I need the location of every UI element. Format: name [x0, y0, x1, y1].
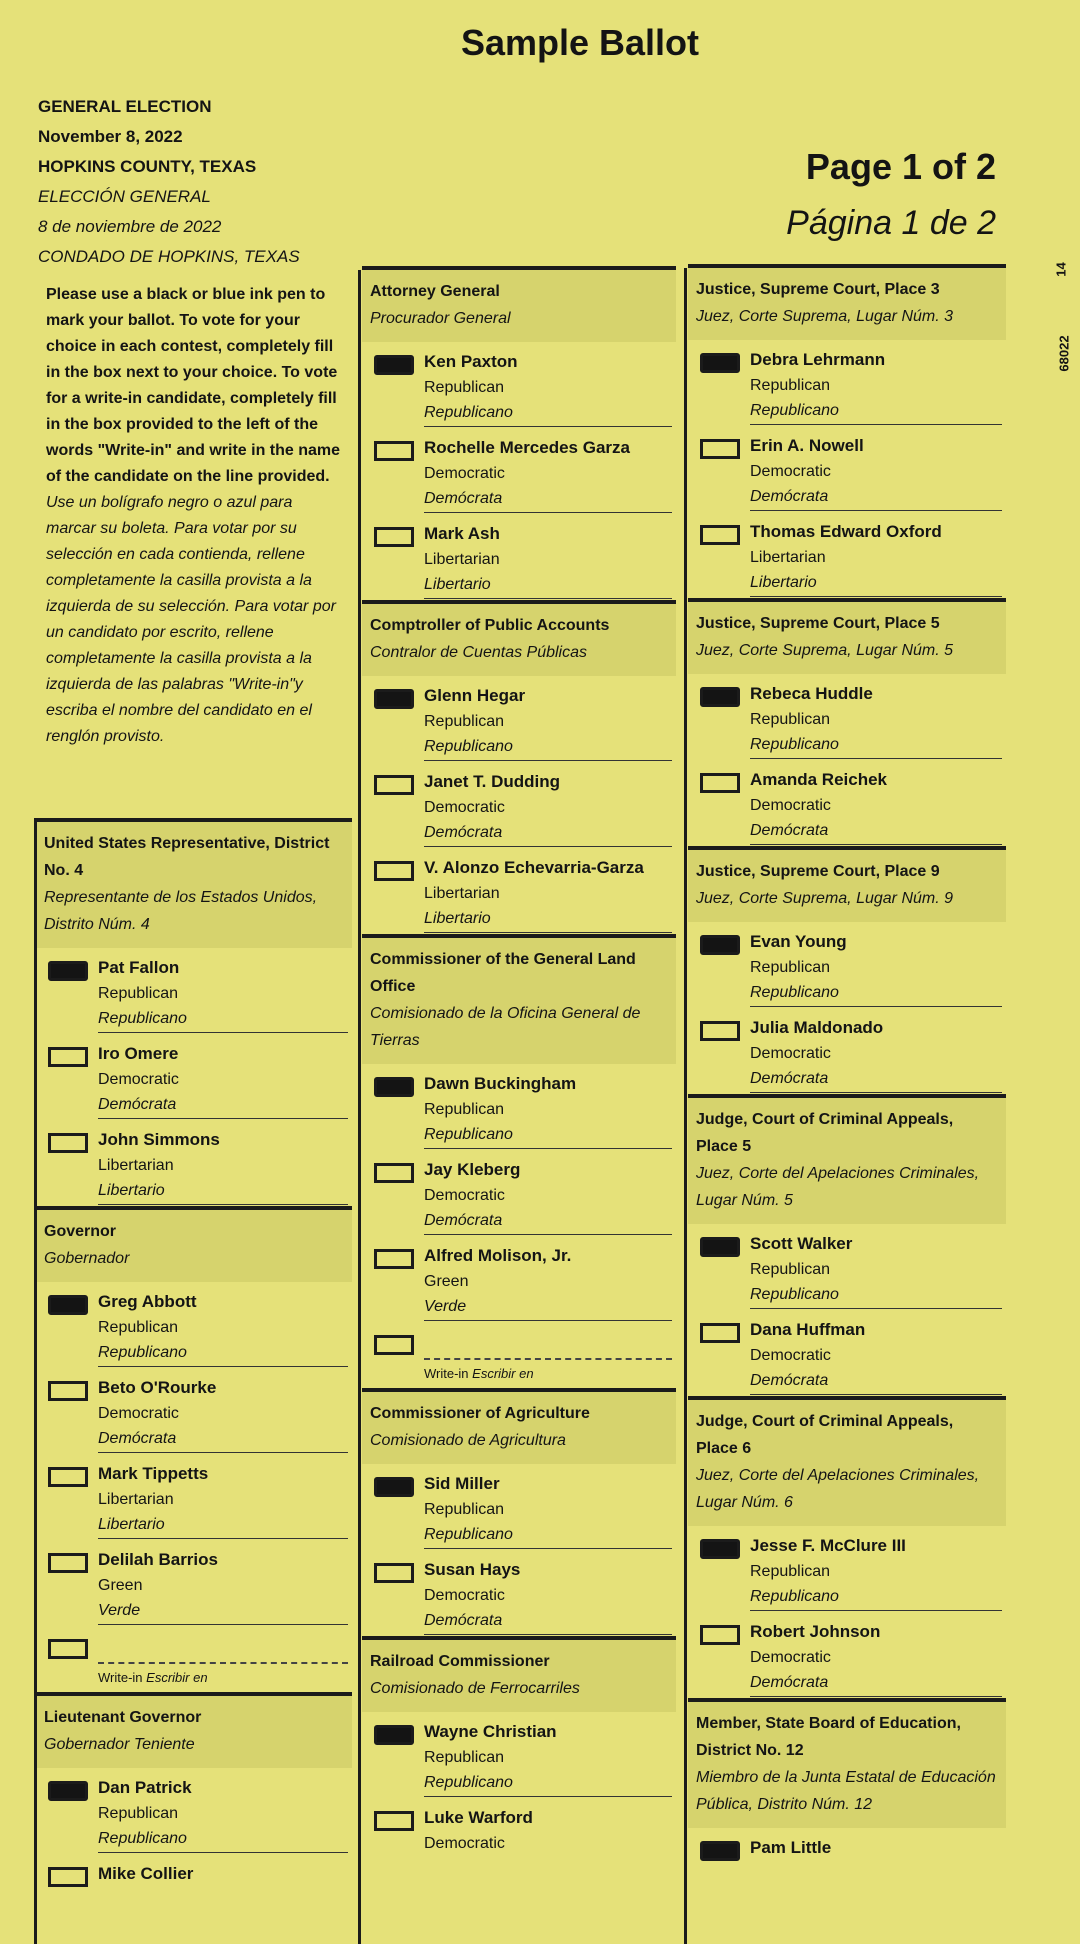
- candidate-party-spanish: Republicano: [750, 402, 839, 419]
- candidate-party-spanish: Demócrata: [750, 488, 829, 505]
- candidate-row: [688, 1526, 1006, 1612]
- contest: [36, 1692, 352, 1940]
- candidate-row: [688, 1008, 1006, 1094]
- side-code-top: 14: [1053, 262, 1069, 277]
- contest-title-english: Commissioner of Agriculture: [370, 1405, 590, 1422]
- candidate-party-spanish: Demócrata: [98, 1096, 177, 1113]
- candidate-row: [362, 1236, 676, 1322]
- candidate-underline: [98, 1624, 348, 1625]
- candidate-underline: [98, 1852, 348, 1853]
- filled-vote-box[interactable]: [700, 1237, 740, 1257]
- candidate-underline: [424, 512, 672, 513]
- candidate-name: Glenn Hegar: [424, 686, 526, 705]
- contest: [362, 266, 676, 600]
- vote-box[interactable]: [374, 527, 414, 547]
- candidate-underline: [750, 1092, 1002, 1093]
- candidate-name: Amanda Reichek: [750, 770, 887, 789]
- candidate-underline: [424, 1320, 672, 1321]
- write-in-box[interactable]: [374, 1335, 414, 1355]
- contest: [688, 264, 1006, 598]
- candidate-party: Democratic: [98, 1071, 179, 1088]
- candidate-underline: [750, 1610, 1002, 1611]
- candidate-underline: [750, 1696, 1002, 1697]
- filled-vote-box[interactable]: [700, 935, 740, 955]
- candidate-underline: [424, 1148, 672, 1149]
- candidate-underline: [424, 1634, 672, 1635]
- contest-title-english: Lieutenant Governor: [44, 1709, 202, 1726]
- candidate-party-spanish: Libertario: [98, 1516, 165, 1533]
- candidate-name: Evan Young: [750, 932, 847, 951]
- vote-box[interactable]: [700, 1323, 740, 1343]
- candidate-underline: [750, 758, 1002, 759]
- candidate-party: Libertarian: [750, 549, 826, 566]
- write-in-line[interactable]: [98, 1662, 348, 1664]
- candidate-party: Republican: [424, 1501, 505, 1518]
- candidate-name: Mark Tippetts: [98, 1464, 209, 1483]
- header-line: CONDADO DE HOPKINS, TEXAS: [38, 247, 300, 266]
- candidate-underline: [750, 424, 1002, 425]
- candidate-party-spanish: Republicano: [424, 1774, 513, 1791]
- contest-title-english: Judge, Court of Criminal Appeals, Place 6: [696, 1413, 954, 1457]
- candidate-name: Erin A. Nowell: [750, 436, 864, 455]
- candidate-underline: [98, 1118, 348, 1119]
- candidate-row: [362, 342, 676, 428]
- candidate-party-spanish: Verde: [424, 1298, 467, 1315]
- candidate-underline: [98, 1538, 348, 1539]
- write-in-box[interactable]: [48, 1639, 88, 1659]
- candidate-party-spanish: Libertario: [424, 910, 491, 927]
- candidate-underline: [750, 510, 1002, 511]
- side-code-id: 68022: [1056, 335, 1072, 372]
- candidate-name: Susan Hays: [424, 1560, 521, 1579]
- contest-title-spanish: Miembro de la Junta Estatal de Educación Pública, Distrito Núm. 12: [696, 1769, 996, 1813]
- contest-title: [688, 1400, 1006, 1526]
- contest-title-spanish: Procurador General: [370, 310, 511, 327]
- filled-vote-box[interactable]: [48, 1295, 88, 1315]
- candidate-party-spanish: Demócrata: [424, 490, 503, 507]
- write-in-label: [98, 1670, 208, 1685]
- candidate-row: [362, 1712, 676, 1798]
- candidate-party: Green: [98, 1577, 143, 1594]
- candidate-name: Luke Warford: [424, 1808, 533, 1827]
- candidate-party-spanish: Demócrata: [98, 1430, 177, 1447]
- candidate-name: Robert Johnson: [750, 1622, 881, 1641]
- candidate-underline: [98, 1204, 348, 1205]
- vote-box[interactable]: [374, 1563, 414, 1583]
- candidate-row: [688, 1612, 1006, 1698]
- candidate-row: [688, 674, 1006, 760]
- candidate-party: Republican: [750, 1261, 831, 1278]
- contest: [36, 818, 352, 1206]
- contest-title-spanish: Juez, Corte Suprema, Lugar Núm. 9: [696, 890, 954, 907]
- header-line: ELECCIÓN GENERAL: [38, 187, 211, 206]
- candidate-underline: [750, 1308, 1002, 1309]
- candidate-party-spanish: Republicano: [424, 738, 513, 755]
- candidate-row: [688, 1224, 1006, 1310]
- candidate-party: Democratic: [424, 465, 505, 482]
- candidate-underline: [424, 846, 672, 847]
- filled-vote-box[interactable]: [374, 689, 414, 709]
- candidate-underline: [424, 760, 672, 761]
- filled-vote-box[interactable]: [700, 353, 740, 373]
- candidate-row: [688, 760, 1006, 846]
- candidate-underline: [98, 1366, 348, 1367]
- candidate-party: Democratic: [750, 1045, 831, 1062]
- ballot-column-3: [688, 264, 1006, 1914]
- candidate-underline: [98, 1032, 348, 1033]
- candidate-underline: [424, 426, 672, 427]
- candidate-name: Ken Paxton: [424, 352, 518, 371]
- candidate-party-spanish: Demócrata: [750, 1070, 829, 1087]
- column-divider: [34, 818, 37, 1944]
- contest: [36, 1206, 352, 1692]
- candidate-row: [688, 922, 1006, 1008]
- candidate-row: [36, 1282, 352, 1368]
- contest: [688, 1396, 1006, 1698]
- header-line: GENERAL ELECTION: [38, 97, 212, 116]
- contest-title-english: Commissioner of the General Land Office: [370, 951, 636, 995]
- contest-title: [688, 602, 1006, 674]
- vote-box[interactable]: [48, 1867, 88, 1887]
- candidate-underline: [424, 1796, 672, 1797]
- candidate-party-spanish: Republicano: [424, 1526, 513, 1543]
- column-divider: [358, 270, 361, 1944]
- candidate-party: Democratic: [750, 1347, 831, 1364]
- contest-title-spanish: Juez, Corte Suprema, Lugar Núm. 3: [696, 308, 954, 325]
- contest-title: [362, 1640, 676, 1712]
- candidate-underline: [424, 598, 672, 599]
- candidate-underline: [424, 932, 672, 933]
- candidate-party-spanish: Demócrata: [750, 822, 829, 839]
- candidate-party: Republican: [750, 377, 831, 394]
- contest-title-english: Member, State Board of Education, District No. 12: [696, 1715, 961, 1759]
- candidate-party: Democratic: [750, 463, 831, 480]
- candidate-row: [362, 762, 676, 848]
- candidate-name: Scott Walker: [750, 1234, 853, 1253]
- contest-title: [362, 938, 676, 1064]
- write-in-label-english: Write-in: [98, 1670, 143, 1685]
- write-in-label: [424, 1366, 534, 1381]
- header-line: HOPKINS COUNTY, TEXAS: [38, 157, 257, 176]
- contest-title: [36, 1210, 352, 1282]
- vote-box[interactable]: [48, 1553, 88, 1573]
- header-line: November 8, 2022: [38, 127, 183, 146]
- contest-title-english: Judge, Court of Criminal Appeals, Place 5: [696, 1111, 954, 1155]
- contest-title-english: Governor: [44, 1223, 117, 1240]
- candidate-name: V. Alonzo Echevarria-Garza: [424, 858, 644, 877]
- candidate-name: Beto O'Rourke: [98, 1378, 217, 1397]
- contest: [688, 1698, 1006, 1914]
- vote-box[interactable]: [700, 525, 740, 545]
- candidate-underline: [750, 596, 1002, 597]
- candidate-row: [362, 1064, 676, 1150]
- candidate-party: Libertarian: [424, 885, 500, 902]
- candidate-underline: [750, 844, 1002, 845]
- contest-title-spanish: Comisionado de Ferrocarriles: [370, 1680, 580, 1697]
- candidate-party-spanish: Demócrata: [750, 1372, 829, 1389]
- candidate-underline: [750, 1394, 1002, 1395]
- candidate-name: Sid Miller: [424, 1474, 500, 1493]
- candidate-name: Pat Fallon: [98, 958, 180, 977]
- vote-box[interactable]: [700, 439, 740, 459]
- filled-vote-box[interactable]: [374, 355, 414, 375]
- contest-title-english: United States Representative, District No. 4: [44, 835, 330, 879]
- candidate-name: Thomas Edward Oxford: [750, 522, 942, 541]
- candidate-party: Republican: [98, 1805, 179, 1822]
- contest: [362, 934, 676, 1388]
- candidate-party: Republican: [98, 985, 179, 1002]
- candidate-party: Democratic: [750, 797, 831, 814]
- candidate-party: Republican: [750, 959, 831, 976]
- contest-title-spanish: Representante de los Estados Unidos, Distrito Núm. 4: [44, 889, 318, 933]
- election-header: [38, 92, 300, 272]
- contest-title: [688, 268, 1006, 340]
- candidate-name: Greg Abbott: [98, 1292, 197, 1311]
- contest-title-english: Justice, Supreme Court, Place 9: [696, 863, 940, 880]
- candidate-party-spanish: Republicano: [750, 1588, 839, 1605]
- candidate-party-spanish: Republicano: [98, 1830, 187, 1847]
- filled-vote-box[interactable]: [700, 1841, 740, 1861]
- candidate-row: [36, 1768, 352, 1854]
- candidate-underline: [98, 1452, 348, 1453]
- candidate-party-spanish: Republicano: [424, 404, 513, 421]
- candidate-party-spanish: Republicano: [750, 736, 839, 753]
- filled-vote-box[interactable]: [700, 1539, 740, 1559]
- candidate-party: Democratic: [424, 1587, 505, 1604]
- contest-title: [688, 1098, 1006, 1224]
- candidate-party: Republican: [424, 1101, 505, 1118]
- candidate-party: Republican: [424, 1749, 505, 1766]
- candidate-underline: [750, 1006, 1002, 1007]
- vote-box[interactable]: [48, 1133, 88, 1153]
- candidate-party-spanish: Demócrata: [424, 1612, 503, 1629]
- candidate-name: Wayne Christian: [424, 1722, 557, 1741]
- candidate-party: Democratic: [424, 799, 505, 816]
- write-in-row: [36, 1626, 352, 1692]
- candidate-party: Libertarian: [98, 1157, 174, 1174]
- candidate-name: Dawn Buckingham: [424, 1074, 577, 1093]
- filled-vote-box[interactable]: [374, 1077, 414, 1097]
- candidate-party-spanish: Demócrata: [424, 824, 503, 841]
- contest: [688, 846, 1006, 1094]
- filled-vote-box[interactable]: [374, 1477, 414, 1497]
- contest-title-english: Justice, Supreme Court, Place 3: [696, 281, 940, 298]
- write-in-row: [362, 1322, 676, 1388]
- candidate-row: [688, 1310, 1006, 1396]
- contest-title-english: Attorney General: [370, 283, 500, 300]
- candidate-name: Julia Maldonado: [750, 1018, 884, 1037]
- write-in-label-english: Write-in: [424, 1366, 469, 1381]
- candidate-row: [362, 1550, 676, 1636]
- contest: [362, 600, 676, 934]
- candidate-row: [362, 1150, 676, 1236]
- contest-title: [36, 822, 352, 948]
- candidate-row: [362, 428, 676, 514]
- header-line: 8 de noviembre de 2022: [38, 217, 222, 236]
- candidate-name: Debra Lehrmann: [750, 350, 886, 369]
- contest-title-english: Comptroller of Public Accounts: [370, 617, 610, 634]
- contest-title-spanish: Juez, Corte Suprema, Lugar Núm. 5: [696, 642, 954, 659]
- candidate-row: [688, 1828, 1006, 1914]
- filled-vote-box[interactable]: [700, 687, 740, 707]
- candidate-party-spanish: Verde: [98, 1602, 141, 1619]
- candidate-party-spanish: Republicano: [98, 1010, 187, 1027]
- vote-box[interactable]: [374, 775, 414, 795]
- instructions-spanish: Use un bolígrafo negro o azul para marcar su boleta. Para votar por su selección en cada contienda, rellene completamente la casilla provista a la izquierda de su selección. Para votar por un candidato por escrito, rellene completamente la casilla provista a la izquierda de las palabras "Write-in"y escriba el nombre del candidato en el renglón provisto.: [46, 494, 336, 745]
- vote-box[interactable]: [700, 1625, 740, 1645]
- contest-title-english: Railroad Commissioner: [370, 1653, 550, 1670]
- candidate-party: Libertarian: [98, 1491, 174, 1508]
- ballot-column-1: [36, 818, 352, 1940]
- contest: [688, 598, 1006, 846]
- candidate-row: [362, 676, 676, 762]
- contest-title-spanish: Gobernador Teniente: [44, 1736, 195, 1753]
- contest-title-english: Justice, Supreme Court, Place 5: [696, 615, 940, 632]
- candidate-party: Green: [424, 1273, 469, 1290]
- candidate-party: Republican: [424, 379, 505, 396]
- contest-title-spanish: Juez, Corte del Apelaciones Criminales, Lugar Núm. 6: [696, 1467, 980, 1511]
- write-in-line[interactable]: [424, 1358, 672, 1360]
- candidate-name: Dana Huffman: [750, 1320, 866, 1339]
- vote-box[interactable]: [48, 1467, 88, 1487]
- page-number-spanish: Página 1 de 2: [786, 204, 996, 242]
- contest-title-spanish: Juez, Corte del Apelaciones Criminales, Lugar Núm. 5: [696, 1165, 980, 1209]
- candidate-party: Libertarian: [424, 551, 500, 568]
- candidate-name: Mike Collier: [98, 1864, 194, 1883]
- vote-box[interactable]: [374, 1163, 414, 1183]
- candidate-name: Alfred Molison, Jr.: [424, 1246, 572, 1265]
- contest-title: [362, 1392, 676, 1464]
- candidate-name: Pam Little: [750, 1838, 832, 1857]
- candidate-party: Republican: [98, 1319, 179, 1336]
- candidate-name: Rochelle Mercedes Garza: [424, 438, 630, 457]
- candidate-name: John Simmons: [98, 1130, 220, 1149]
- contest-title: [36, 1696, 352, 1768]
- ballot-column-2: [362, 266, 676, 1884]
- candidate-party-spanish: Libertario: [98, 1182, 165, 1199]
- candidate-party-spanish: Republicano: [98, 1344, 187, 1361]
- candidate-row: [36, 1034, 352, 1120]
- candidate-name: Mark Ash: [424, 524, 500, 543]
- candidate-party-spanish: Libertario: [750, 574, 817, 591]
- instructions-english: Please use a black or blue ink pen to mark your ballot. To vote for your choice in each contest, completely fill in the box next to your choice. To vote for a write-in candidate, completely fill in the box provided to the left of the words "Write-in" and write in the name of the candidate on the line provided.: [46, 286, 341, 485]
- candidate-name: Iro Omere: [98, 1044, 179, 1063]
- candidate-party: Democratic: [98, 1405, 179, 1422]
- candidate-name: Janet T. Dudding: [424, 772, 560, 791]
- contest-title: [362, 604, 676, 676]
- contest: [362, 1636, 676, 1884]
- candidate-party-spanish: Republicano: [750, 1286, 839, 1303]
- vote-box[interactable]: [48, 1047, 88, 1067]
- contest-title-spanish: Comisionado de Agricultura: [370, 1432, 566, 1449]
- contest-title-spanish: Gobernador: [44, 1250, 130, 1267]
- filled-vote-box[interactable]: [374, 1725, 414, 1745]
- candidate-row: [36, 1368, 352, 1454]
- vote-box[interactable]: [700, 1021, 740, 1041]
- candidate-name: Jay Kleberg: [424, 1160, 521, 1179]
- contest-title-spanish: Comisionado de la Oficina General de Tierras: [370, 1005, 641, 1049]
- candidate-row: [688, 340, 1006, 426]
- contest-title: [688, 850, 1006, 922]
- candidate-row: [362, 514, 676, 600]
- candidate-name: Jesse F. McClure III: [750, 1536, 906, 1555]
- candidate-row: [362, 1798, 676, 1884]
- candidate-party-spanish: Demócrata: [424, 1212, 503, 1229]
- instructions: [46, 282, 346, 750]
- vote-box[interactable]: [48, 1381, 88, 1401]
- vote-box[interactable]: [374, 441, 414, 461]
- candidate-row: [36, 1540, 352, 1626]
- candidate-party-spanish: Libertario: [424, 576, 491, 593]
- vote-box[interactable]: [374, 1249, 414, 1269]
- candidate-row: [36, 948, 352, 1034]
- candidate-row: [36, 1120, 352, 1206]
- write-in-label-spanish: Escribir en: [472, 1366, 534, 1381]
- candidate-party-spanish: Demócrata: [750, 1674, 829, 1691]
- page-number: Page 1 of 2: [805, 146, 996, 187]
- candidate-party: Republican: [424, 713, 505, 730]
- contest-title: [362, 270, 676, 342]
- filled-vote-box[interactable]: [48, 1781, 88, 1801]
- candidate-row: [688, 426, 1006, 512]
- candidate-row: [362, 848, 676, 934]
- candidate-underline: [424, 1234, 672, 1235]
- candidate-row: [36, 1454, 352, 1540]
- candidate-name: Delilah Barrios: [98, 1550, 218, 1569]
- candidate-name: Rebeca Huddle: [750, 684, 873, 703]
- candidate-party-spanish: Republicano: [750, 984, 839, 1001]
- candidate-row: [688, 512, 1006, 598]
- vote-box[interactable]: [700, 773, 740, 793]
- contest-title: [688, 1702, 1006, 1828]
- candidate-party: Democratic: [424, 1187, 505, 1204]
- candidate-underline: [424, 1548, 672, 1549]
- vote-box[interactable]: [374, 1811, 414, 1831]
- candidate-party: Democratic: [424, 1835, 505, 1852]
- filled-vote-box[interactable]: [48, 961, 88, 981]
- ballot-title: Sample Ballot: [460, 22, 700, 63]
- vote-box[interactable]: [374, 861, 414, 881]
- candidate-name: Dan Patrick: [98, 1778, 192, 1797]
- contest: [362, 1388, 676, 1636]
- candidate-party: Republican: [750, 1563, 831, 1580]
- candidate-party-spanish: Republicano: [424, 1126, 513, 1143]
- candidate-party: Democratic: [750, 1649, 831, 1666]
- candidate-row: [36, 1854, 352, 1940]
- contest-title-spanish: Contralor de Cuentas Públicas: [370, 644, 588, 661]
- candidate-party: Republican: [750, 711, 831, 728]
- column-divider: [684, 268, 687, 1944]
- contest: [688, 1094, 1006, 1396]
- candidate-row: [362, 1464, 676, 1550]
- write-in-label-spanish: Escribir en: [146, 1670, 208, 1685]
